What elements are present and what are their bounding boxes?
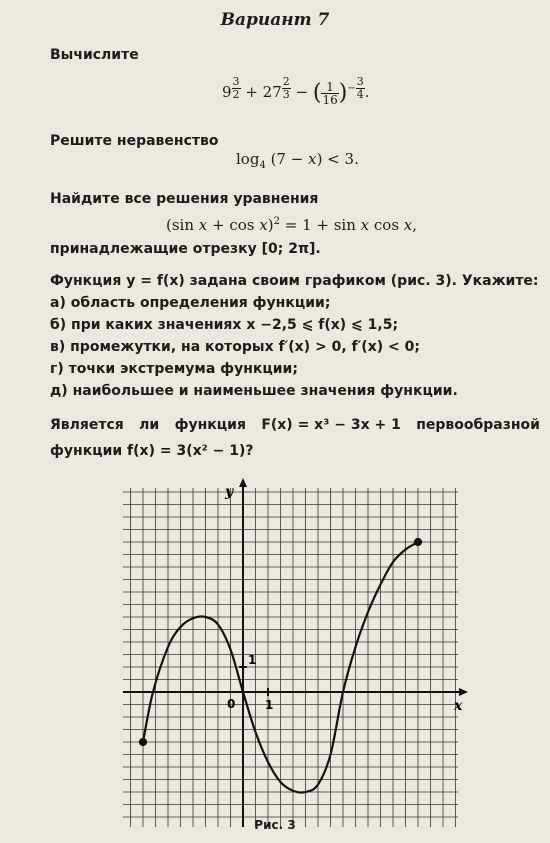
figure-caption: Рис. 3 xyxy=(254,818,296,832)
left-endpoint xyxy=(139,738,146,745)
task4-item: г) точки экстремума функции; xyxy=(50,361,298,377)
task5-word: функция xyxy=(174,417,246,433)
task2-inequality: $\log_4 (7 - x) < 3$. xyxy=(236,150,359,171)
task1-text: Вычислите xyxy=(50,47,139,63)
task5-word: первообразной xyxy=(416,417,540,433)
axis-x-label: x xyxy=(454,698,463,714)
unit-x-label: 1 xyxy=(265,698,274,712)
task4-intro: Функция y = f(x) задана своим графиком (рис. 3). Укажите: xyxy=(50,273,539,289)
task4-item: д) наибольшее и наименьшее значения функции. xyxy=(50,383,458,399)
task4-item: б) при каких значениях x −2,5 ⩽ f(x) ⩽ 1,5; xyxy=(50,317,399,333)
axis-y-label: y xyxy=(225,484,234,500)
graph-grid xyxy=(123,488,458,827)
variant-title: Вариант 7 xyxy=(220,10,330,30)
task3-equation: (sin x + cos x)$^2$ = 1 + sin x cos x, xyxy=(166,216,418,234)
y-axis-arrow xyxy=(239,478,247,487)
unit-y-label: 1 xyxy=(248,653,257,667)
task2-text: Решите неравенство xyxy=(50,133,219,149)
task3-condition: принадлежащие отрезку [0; 2π]. xyxy=(50,241,321,257)
task5-line2: функции f(x) = 3(x² − 1)? xyxy=(50,443,254,459)
task5-function-F: F(x) = x³ − 3x + 1 xyxy=(261,417,401,433)
task5-word: Является xyxy=(50,417,124,433)
task4-item: в) промежутки, на которых f′(x) > 0, f′(x) < 0; xyxy=(50,339,420,355)
right-endpoint xyxy=(414,538,421,545)
graph-axes xyxy=(123,478,468,827)
x-axis-arrow xyxy=(459,688,468,696)
task4-item: а) область определения функции; xyxy=(50,295,331,311)
task1-expression: 9 $^{\frac{3}{2}}$ + 27 $^{\frac{2}{3}}$ − ( $\frac{1}{16}$ )$^{- \frac{3}{4}}$ . xyxy=(222,75,370,107)
task5-word: ли xyxy=(139,417,160,433)
origin-label: 0 xyxy=(227,697,236,711)
task3-text: Найдите все решения уравнения xyxy=(50,191,319,207)
